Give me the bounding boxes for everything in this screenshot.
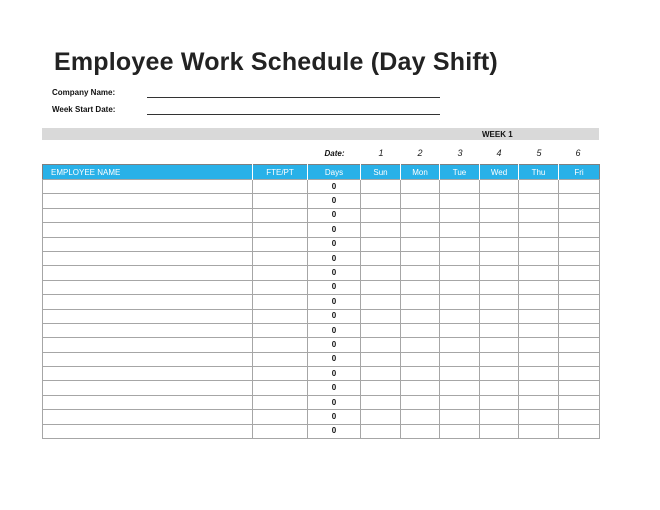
employee-name-cell[interactable]: [43, 410, 253, 424]
tue-cell[interactable]: [440, 309, 480, 323]
schedule-table: [42, 164, 600, 439]
column-header-mon: Mon: [401, 165, 440, 180]
sun-cell[interactable]: [361, 352, 401, 366]
employee-name-cell[interactable]: [43, 424, 253, 438]
tue-cell[interactable]: [440, 424, 480, 438]
column-header-days: Days: [308, 165, 361, 180]
thu-cell[interactable]: [519, 237, 559, 251]
fte-pt-cell[interactable]: [253, 280, 308, 294]
fte-pt-cell[interactable]: [253, 323, 308, 337]
thu-cell[interactable]: [519, 266, 559, 280]
thu-cell[interactable]: [519, 381, 559, 395]
days-total-cell: 0: [308, 180, 361, 194]
date-number: 3: [457, 148, 463, 158]
employee-name-cell[interactable]: [43, 309, 253, 323]
sun-cell[interactable]: [361, 208, 401, 222]
fri-cell[interactable]: [559, 367, 600, 381]
thu-cell[interactable]: [519, 323, 559, 337]
wed-cell[interactable]: [480, 395, 519, 409]
tue-cell[interactable]: [440, 352, 480, 366]
sun-cell[interactable]: [361, 194, 401, 208]
sun-cell[interactable]: [361, 266, 401, 280]
employee-name-cell[interactable]: [43, 251, 253, 265]
sun-cell[interactable]: [361, 180, 401, 194]
sun-cell[interactable]: [361, 323, 401, 337]
sun-cell[interactable]: [361, 338, 401, 352]
employee-name-cell[interactable]: [43, 381, 253, 395]
fri-cell[interactable]: [559, 180, 600, 194]
mon-cell[interactable]: [401, 323, 440, 337]
sun-cell[interactable]: [361, 367, 401, 381]
fri-cell[interactable]: [559, 352, 600, 366]
table-row: [43, 180, 600, 194]
wed-cell[interactable]: [480, 309, 519, 323]
tue-cell[interactable]: [440, 367, 480, 381]
date-number: 4: [496, 148, 502, 158]
fri-cell[interactable]: [559, 266, 600, 280]
table-row: [43, 295, 600, 309]
table-row: [43, 381, 600, 395]
fte-pt-cell[interactable]: [253, 180, 308, 194]
mon-cell[interactable]: [401, 251, 440, 265]
fte-pt-cell[interactable]: [253, 208, 308, 222]
fri-cell[interactable]: [559, 381, 600, 395]
wed-cell[interactable]: [480, 323, 519, 337]
wed-cell[interactable]: [480, 251, 519, 265]
fte-pt-cell[interactable]: [253, 395, 308, 409]
column-header-fte-pt: FTE/PT: [253, 165, 308, 180]
table-row: [43, 251, 600, 265]
table-row: [43, 410, 600, 424]
date-number: 2: [417, 148, 423, 158]
days-total-cell: 0: [308, 295, 361, 309]
wed-cell[interactable]: [480, 237, 519, 251]
days-total-cell: 0: [308, 338, 361, 352]
table-row: [43, 338, 600, 352]
wed-cell[interactable]: [480, 194, 519, 208]
column-header-thu: Thu: [519, 165, 559, 180]
fri-cell[interactable]: [559, 251, 600, 265]
tue-cell[interactable]: [440, 381, 480, 395]
fte-pt-cell[interactable]: [253, 223, 308, 237]
mon-cell[interactable]: [401, 208, 440, 222]
company-name-field[interactable]: [147, 97, 440, 98]
days-total-cell: 0: [308, 280, 361, 294]
days-total-cell: 0: [308, 424, 361, 438]
table-row: [43, 309, 600, 323]
mon-cell[interactable]: [401, 180, 440, 194]
column-header-sun: Sun: [361, 165, 401, 180]
fte-pt-cell[interactable]: [253, 194, 308, 208]
thu-cell[interactable]: [519, 223, 559, 237]
tue-cell[interactable]: [440, 180, 480, 194]
tue-cell[interactable]: [440, 338, 480, 352]
sun-cell[interactable]: [361, 410, 401, 424]
days-total-cell: 0: [308, 237, 361, 251]
wed-cell[interactable]: [480, 381, 519, 395]
mon-cell[interactable]: [401, 381, 440, 395]
column-header-tue: Tue: [440, 165, 480, 180]
days-total-cell: 0: [308, 223, 361, 237]
table-row: [43, 367, 600, 381]
sun-cell[interactable]: [361, 237, 401, 251]
table-header-row: [43, 165, 600, 180]
page-title: Employee Work Schedule (Day Shift): [54, 48, 498, 76]
wed-cell[interactable]: [480, 180, 519, 194]
mon-cell[interactable]: [401, 309, 440, 323]
date-number: 6: [575, 148, 581, 158]
days-total-cell: 0: [308, 309, 361, 323]
thu-cell[interactable]: [519, 208, 559, 222]
fri-cell[interactable]: [559, 223, 600, 237]
tue-cell[interactable]: [440, 280, 480, 294]
thu-cell[interactable]: [519, 194, 559, 208]
thu-cell[interactable]: [519, 295, 559, 309]
sun-cell[interactable]: [361, 395, 401, 409]
tue-cell[interactable]: [440, 295, 480, 309]
days-total-cell: 0: [308, 266, 361, 280]
week-label: WEEK 1: [482, 130, 513, 139]
company-name-label: Company Name:: [52, 88, 116, 97]
thu-cell[interactable]: [519, 309, 559, 323]
fri-cell[interactable]: [559, 295, 600, 309]
employee-name-cell[interactable]: [43, 352, 253, 366]
mon-cell[interactable]: [401, 223, 440, 237]
fte-pt-cell[interactable]: [253, 266, 308, 280]
mon-cell[interactable]: [401, 424, 440, 438]
wed-cell[interactable]: [480, 295, 519, 309]
fri-cell[interactable]: [559, 410, 600, 424]
employee-name-cell[interactable]: [43, 237, 253, 251]
sun-cell[interactable]: [361, 424, 401, 438]
sun-cell[interactable]: [361, 280, 401, 294]
week-band: [42, 128, 599, 140]
table-row: [43, 280, 600, 294]
sun-cell[interactable]: [361, 381, 401, 395]
mon-cell[interactable]: [401, 295, 440, 309]
wed-cell[interactable]: [480, 352, 519, 366]
wed-cell[interactable]: [480, 424, 519, 438]
days-total-cell: 0: [308, 251, 361, 265]
wed-cell[interactable]: [480, 367, 519, 381]
thu-cell[interactable]: [519, 251, 559, 265]
mon-cell[interactable]: [401, 237, 440, 251]
days-total-cell: 0: [308, 395, 361, 409]
fri-cell[interactable]: [559, 338, 600, 352]
mon-cell[interactable]: [401, 280, 440, 294]
days-total-cell: 0: [308, 194, 361, 208]
employee-name-cell[interactable]: [43, 367, 253, 381]
table-row: [43, 208, 600, 222]
date-number: 5: [536, 148, 542, 158]
employee-name-cell[interactable]: [43, 323, 253, 337]
fte-pt-cell[interactable]: [253, 237, 308, 251]
thu-cell[interactable]: [519, 352, 559, 366]
table-row: [43, 323, 600, 337]
mon-cell[interactable]: [401, 338, 440, 352]
mon-cell[interactable]: [401, 194, 440, 208]
fte-pt-cell[interactable]: [253, 251, 308, 265]
fri-cell[interactable]: [559, 237, 600, 251]
days-total-cell: 0: [308, 208, 361, 222]
wed-cell[interactable]: [480, 266, 519, 280]
week-start-date-field[interactable]: [147, 114, 440, 115]
sun-cell[interactable]: [361, 251, 401, 265]
fte-pt-cell[interactable]: [253, 381, 308, 395]
employee-name-cell[interactable]: [43, 338, 253, 352]
tue-cell[interactable]: [440, 237, 480, 251]
mon-cell[interactable]: [401, 367, 440, 381]
wed-cell[interactable]: [480, 223, 519, 237]
mon-cell[interactable]: [401, 266, 440, 280]
days-total-cell: 0: [308, 352, 361, 366]
column-header-wed: Wed: [480, 165, 519, 180]
date-number: 1: [378, 148, 384, 158]
fri-cell[interactable]: [559, 309, 600, 323]
thu-cell[interactable]: [519, 338, 559, 352]
thu-cell[interactable]: [519, 410, 559, 424]
days-total-cell: 0: [308, 410, 361, 424]
fri-cell[interactable]: [559, 323, 600, 337]
mon-cell[interactable]: [401, 410, 440, 424]
thu-cell[interactable]: [519, 280, 559, 294]
thu-cell[interactable]: [519, 395, 559, 409]
sun-cell[interactable]: [361, 309, 401, 323]
table-row: [43, 395, 600, 409]
fte-pt-cell[interactable]: [253, 309, 308, 323]
table-row: [43, 237, 600, 251]
tue-cell[interactable]: [440, 208, 480, 222]
fri-cell[interactable]: [559, 395, 600, 409]
fte-pt-cell[interactable]: [253, 352, 308, 366]
date-label: Date:: [324, 149, 345, 158]
fri-cell[interactable]: [559, 424, 600, 438]
sun-cell[interactable]: [361, 223, 401, 237]
schedule-rows: [43, 180, 600, 439]
thu-cell[interactable]: [519, 367, 559, 381]
wed-cell[interactable]: [480, 338, 519, 352]
employee-name-cell[interactable]: [43, 180, 253, 194]
tue-cell[interactable]: [440, 223, 480, 237]
tue-cell[interactable]: [440, 251, 480, 265]
tue-cell[interactable]: [440, 395, 480, 409]
fte-pt-cell[interactable]: [253, 424, 308, 438]
employee-name-cell[interactable]: [43, 208, 253, 222]
fri-cell[interactable]: [559, 194, 600, 208]
thu-cell[interactable]: [519, 424, 559, 438]
thu-cell[interactable]: [519, 180, 559, 194]
employee-name-cell[interactable]: [43, 280, 253, 294]
wed-cell[interactable]: [480, 410, 519, 424]
sun-cell[interactable]: [361, 295, 401, 309]
table-row: [43, 424, 600, 438]
column-header-fri: Fri: [559, 165, 600, 180]
table-row: [43, 266, 600, 280]
employee-name-cell[interactable]: [43, 223, 253, 237]
table-row: [43, 352, 600, 366]
fri-cell[interactable]: [559, 280, 600, 294]
fri-cell[interactable]: [559, 208, 600, 222]
fte-pt-cell[interactable]: [253, 410, 308, 424]
employee-name-cell[interactable]: [43, 395, 253, 409]
tue-cell[interactable]: [440, 194, 480, 208]
week-start-date-label: Week Start Date:: [52, 105, 116, 114]
tue-cell[interactable]: [440, 410, 480, 424]
table-row: [43, 194, 600, 208]
days-total-cell: 0: [308, 381, 361, 395]
mon-cell[interactable]: [401, 352, 440, 366]
fte-pt-cell[interactable]: [253, 338, 308, 352]
fte-pt-cell[interactable]: [253, 367, 308, 381]
employee-name-cell[interactable]: [43, 266, 253, 280]
wed-cell[interactable]: [480, 208, 519, 222]
days-total-cell: 0: [308, 367, 361, 381]
tue-cell[interactable]: [440, 266, 480, 280]
fte-pt-cell[interactable]: [253, 295, 308, 309]
employee-name-cell[interactable]: [43, 194, 253, 208]
mon-cell[interactable]: [401, 395, 440, 409]
table-row: [43, 223, 600, 237]
employee-name-cell[interactable]: [43, 295, 253, 309]
days-total-cell: 0: [308, 323, 361, 337]
wed-cell[interactable]: [480, 280, 519, 294]
tue-cell[interactable]: [440, 323, 480, 337]
column-header-employee-name: EMPLOYEE NAME: [43, 165, 253, 180]
